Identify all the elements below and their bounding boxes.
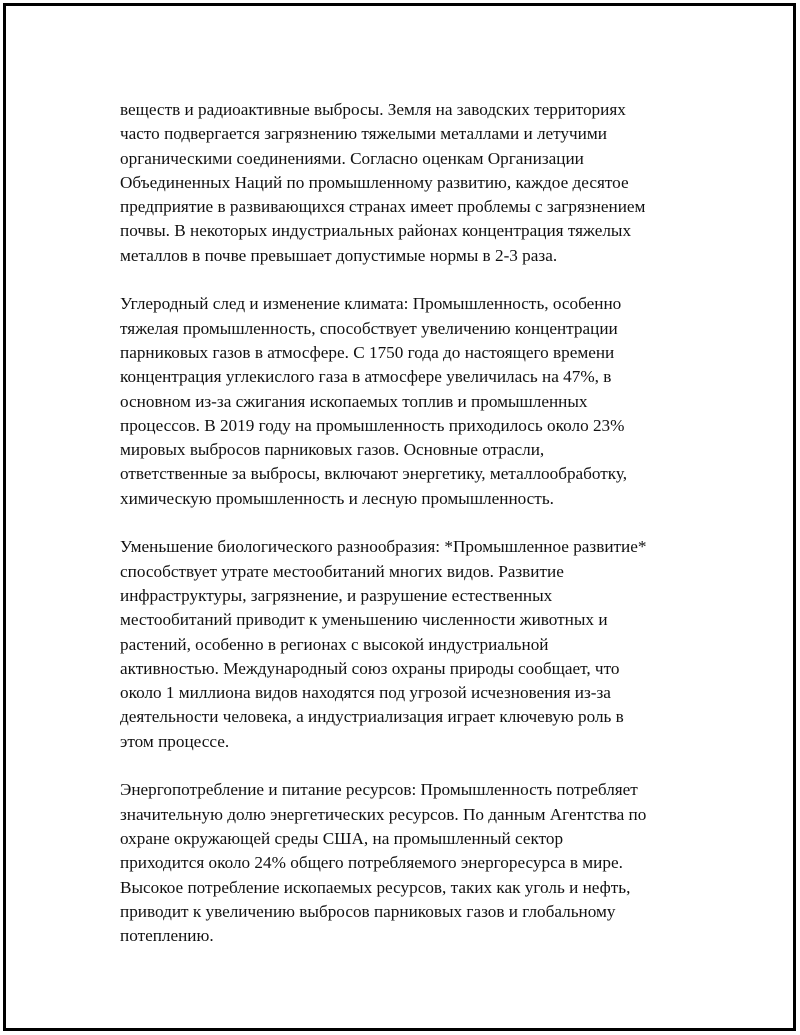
text-line: способствует утрате местообитаний многих видов. Развитие xyxy=(120,561,564,581)
text-line: значительную долю энергетических ресурсов. По данным Агентства по xyxy=(120,804,647,824)
text-line: веществ и радиоактивные выбросы. Земля на заводских территориях xyxy=(120,100,626,119)
text-line: почвы. В некоторых индустриальных районах концентрация тяжелых xyxy=(120,221,632,241)
document-body xyxy=(120,98,710,973)
text-line: местообитаний приводит к уменьшению численности животных и xyxy=(120,610,608,630)
text-line: ответственные за выбросы, включают энергетику, металлообработку, xyxy=(120,464,628,484)
text-line: органическими соединениями. Согласно оценкам Организации xyxy=(120,148,584,168)
text-line: Углеродный след и изменение климата: Промышленность, особенно xyxy=(120,294,622,314)
paragraph-soil-pollution xyxy=(120,98,710,268)
text-line: часто подвергается загрязнению тяжелыми металлами и летучими xyxy=(120,124,607,144)
text-line: мировых выбросов парниковых газов. Основные отрасли, xyxy=(120,440,545,460)
text-line: Высокое потребление ископаемых ресурсов, таких как уголь и нефть, xyxy=(120,877,631,897)
text-line: охране окружающей среды США, на промышленный сектор xyxy=(120,828,564,848)
text-line: приходится около 24% общего потребляемого энергоресурса в мире. xyxy=(120,853,623,873)
text-line: Энергопотребление и питание ресурсов: Промышленность потребляет xyxy=(120,780,638,800)
text-line: этом процессе. xyxy=(120,731,230,751)
paragraph-biodiversity xyxy=(120,535,710,754)
text-line: деятельности человека, а индустриализация играет ключевую роль в xyxy=(120,707,624,727)
text-line: процессов. В 2019 году на промышленность приходилось около 23% xyxy=(120,415,625,435)
text-line: основном из-за сжигания ископаемых топлив и промышленных xyxy=(120,391,588,411)
text-line: около 1 миллиона видов находятся под угрозой исчезновения из-за xyxy=(120,683,611,703)
text-line: активностью. Международный союз охраны природы сообщает, что xyxy=(120,658,620,678)
text-line: Объединенных Наций по промышленному развитию, каждое десятое xyxy=(120,172,629,192)
text-line: концентрация углекислого газа в атмосфере увеличилась на 47%, в xyxy=(120,367,612,387)
text-line: Уменьшение биологического разнообразия: *Промышленное развитие* xyxy=(120,537,647,557)
page-frame xyxy=(3,3,796,1031)
paragraph-carbon-footprint xyxy=(120,292,710,511)
text-line: тяжелая промышленность, способствует увеличению концентрации xyxy=(120,318,618,338)
text-line: инфраструктуры, загрязнение, и разрушение естественных xyxy=(120,585,553,605)
text-line: парниковых газов в атмосфере. С 1750 года до настоящего времени xyxy=(120,342,615,362)
text-line: металлов в почве превышает допустимые нормы в 2-3 раза. xyxy=(120,245,558,265)
text-line: химическую промышленность и лесную промышленность. xyxy=(120,488,554,508)
text-line: растений, особенно в регионах с высокой индустриальной xyxy=(120,634,549,654)
text-line: приводит к увеличению выбросов парниковых газов и глобальному xyxy=(120,901,616,921)
text-line: предприятие в развивающихся странах имеет проблемы с загрязнением xyxy=(120,197,646,217)
paragraph-energy-consumption xyxy=(120,778,710,948)
text-line: потеплению. xyxy=(120,926,214,946)
